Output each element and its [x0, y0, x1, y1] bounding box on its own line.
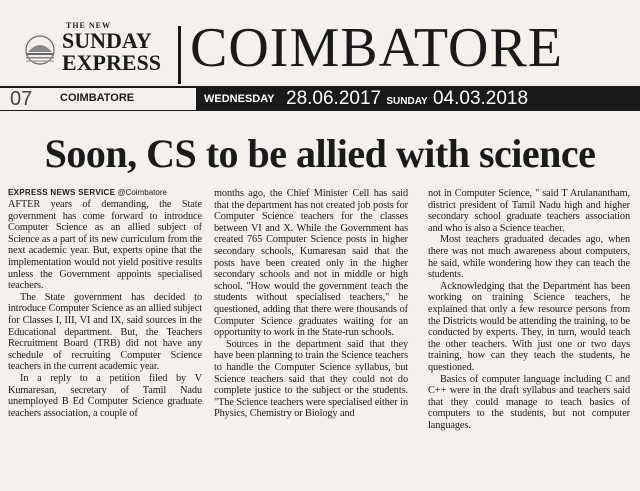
- article-column-3: [428, 188, 630, 431]
- headline: Soon, CS to be allied with science: [44, 131, 596, 176]
- nav-rule-bottom: [0, 110, 640, 111]
- article-column-2: [214, 188, 408, 420]
- overlay-date: 04.03.2018: [432, 88, 529, 109]
- paragraph: The State government has decided to introduce Computer Science as an allied subject for Classes I, III, VI and IX, said sources in the Educational department. But, the Teachers Recruitment Board (TRB) did not have any schedule of recruiting Computer Science teachers in the current academic year.: [8, 291, 202, 373]
- paper-name-line3: EXPRESS: [62, 50, 162, 75]
- section-name: COIMBATORE: [60, 92, 135, 104]
- byline: [8, 188, 167, 197]
- paragraph: months ago, the Chief Minister Cell has said that the department has not created job posts for Computer Science teachers for the classes between VI and X. While the Government has created 765 Computer Science posts in higher secondary schools, Kumaresan said that the posts have been created only in the higher secondary schools and not in middle or high school. "How would the government teach the students without specialised teachers," he questioned, adding that there were thousands of Computer Science graduates waiting for an opportunity to work in the State-run schools.: [214, 188, 408, 339]
- print-date: 28.06.2017: [286, 88, 382, 109]
- overlay-day: SUNDAY: [386, 96, 428, 107]
- paragraph: In a reply to a petition filed by V Kumaresan, secretary of Tamil Nadu unemployed B Ed Computer Science graduate teachers association, a couple of: [8, 372, 202, 419]
- page-number: 07: [10, 88, 33, 110]
- article-column-1: [8, 199, 202, 419]
- byline-agency: EXPRESS NEWS SERVICE: [8, 188, 116, 197]
- masthead-divider: [178, 26, 181, 84]
- paragraph: Basics of computer language including C and C++ were in the draft syllabus and teachers said that they could manage to teach basics of computers to the students, but not computer languages.: [428, 373, 630, 431]
- paper-name-line2: SUNDAY: [62, 28, 152, 53]
- day-label: WEDNESDAY: [204, 93, 275, 105]
- paragraph: Most teachers graduated decades ago, when there was not much awareness about computers, he said, while wondering how they can teach the students.: [428, 234, 630, 281]
- paragraph: AFTER years of demanding, the State government has come forward to introduce Computer Science as an allied subject of Science as a part of its new curriculum from the next academic year. But, experts opine that the implementation would not yield positive results unless the Government appoints specialised teachers.: [8, 199, 202, 292]
- paragraph: not in Computer Science, " said T Arulanantham, district president of Tamil Nadu high and higher secondary school graduate teachers association and who is also a Science teacher.: [428, 188, 630, 234]
- newspaper-emblem-icon: [22, 30, 66, 68]
- byline-place: @Coimbatore: [117, 188, 167, 197]
- edition-title: COIMBATORE: [190, 17, 564, 79]
- masthead: [0, 0, 640, 88]
- paragraph: Acknowledging that the Department has been working on training Science teachers, he explained that only a few resource persons from the Districts would be attending the training, to be conducted by experts. They, in turn, would teach the other teachers. With just one or two days training, how can they teach the students, he questioned.: [428, 280, 630, 373]
- nav-bar: [0, 88, 640, 110]
- paragraph: Sources in the department said that they have been planning to train the Science teachers to handle the Computer Science syllabus, but Science teachers said that they could not do complete justice to the subject or the students. "The Science teachers were specialised either in Physics, Chemistry or Biology and: [214, 338, 408, 420]
- paper-name: [62, 22, 182, 74]
- date-block: [196, 88, 640, 110]
- paper-name-line1: THE NEW: [66, 21, 112, 30]
